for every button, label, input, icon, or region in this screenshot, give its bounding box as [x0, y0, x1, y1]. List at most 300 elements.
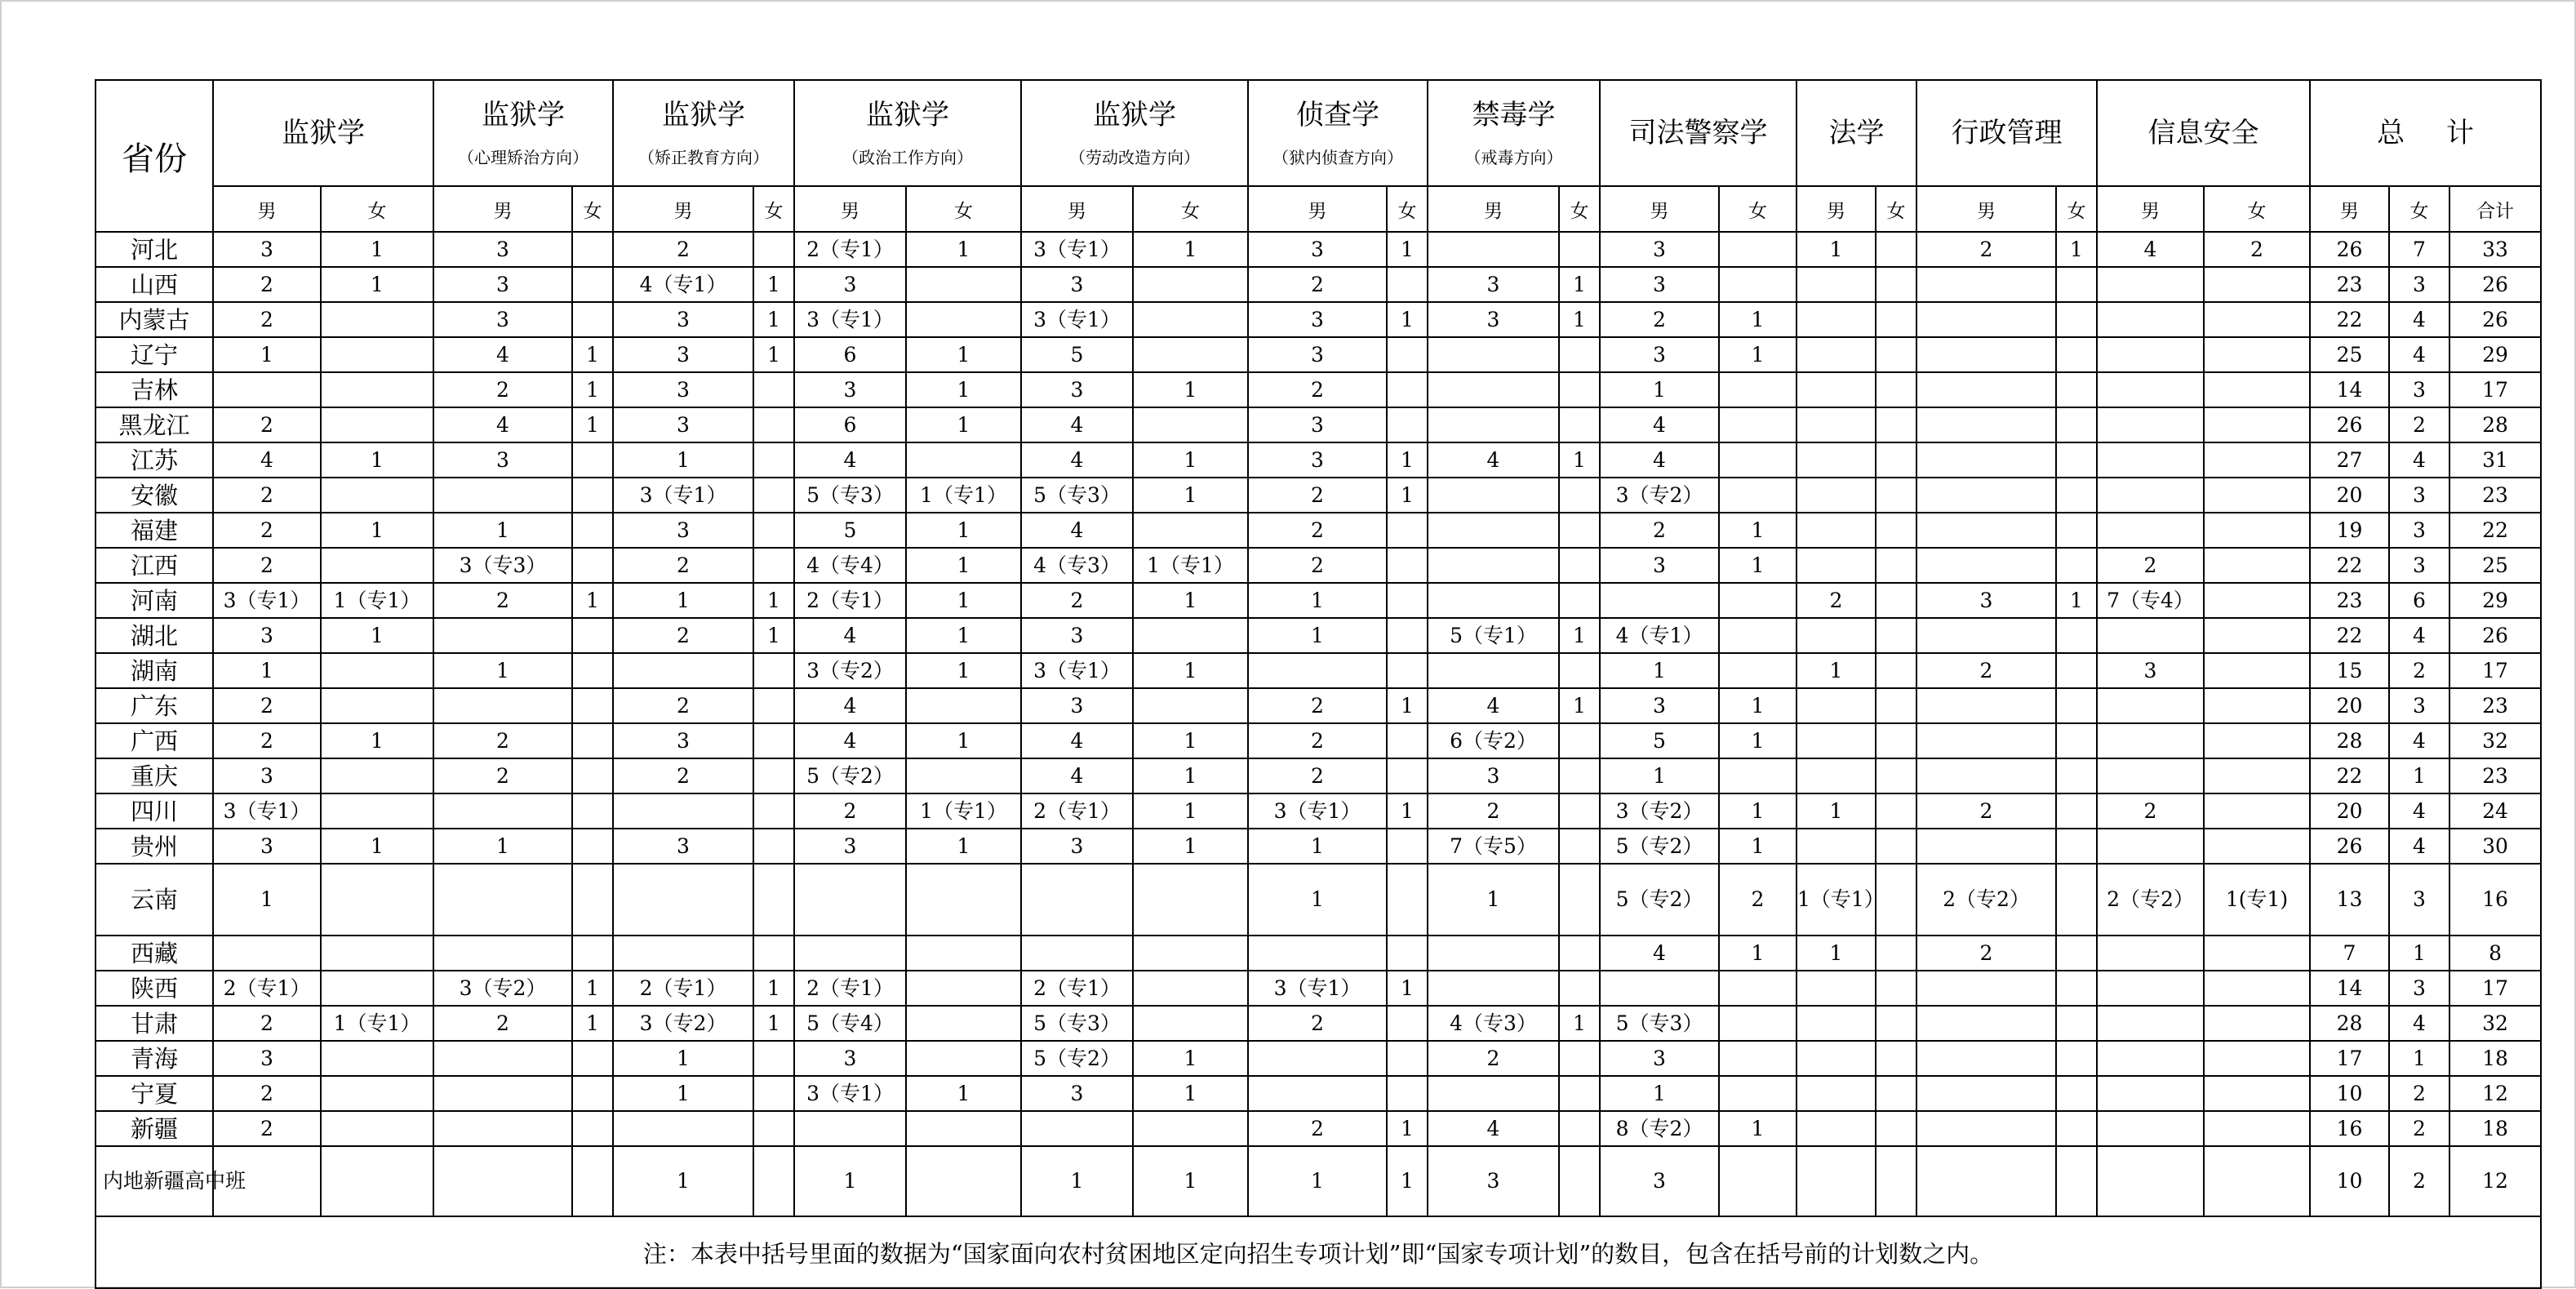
- quota-cell: 1: [1248, 618, 1387, 653]
- quota-cell: 2: [1719, 864, 1797, 936]
- quota-cell: 3（专2）: [613, 1006, 753, 1041]
- quota-cell: [1133, 302, 1248, 337]
- quota-cell: [213, 372, 321, 407]
- quota-cell: 26: [2310, 407, 2389, 442]
- quota-cell: 2: [213, 302, 321, 337]
- quota-cell: [1428, 653, 1559, 688]
- quota-cell: 2: [213, 267, 321, 302]
- quota-cell: [2204, 583, 2310, 618]
- quota-cell: [433, 793, 572, 829]
- quota-cell: [1559, 372, 1600, 407]
- quota-cell: 1: [1133, 478, 1248, 513]
- quota-cell: [1876, 232, 1916, 267]
- quota-cell: 2: [1600, 513, 1719, 548]
- quota-cell: [1876, 829, 1916, 864]
- major-header: 监狱学 （矫正教育方向）: [613, 80, 794, 186]
- quota-cell: [1916, 513, 2056, 548]
- quota-cell: 1: [1133, 442, 1248, 478]
- province-cell: 河北: [95, 232, 213, 267]
- quota-cell: 25: [2310, 337, 2389, 372]
- quota-cell: [2097, 1111, 2204, 1146]
- quota-cell: [1248, 936, 1387, 971]
- quota-cell: [753, 688, 794, 723]
- province-header: 省份: [95, 80, 213, 232]
- gender-header-female: 女: [1559, 186, 1600, 232]
- gender-header-female: 女: [1876, 186, 1916, 232]
- quota-cell: [1719, 618, 1797, 653]
- quota-cell: [906, 302, 1021, 337]
- quota-cell: 1: [613, 1041, 753, 1076]
- quota-cell: 3（专1）: [1248, 793, 1387, 829]
- quota-cell: 3: [1600, 1146, 1719, 1216]
- quota-cell: [1559, 513, 1600, 548]
- quota-cell: 4: [2389, 442, 2449, 478]
- quota-cell: [794, 864, 906, 936]
- quota-cell: 2: [1248, 758, 1387, 793]
- quota-cell: [2204, 407, 2310, 442]
- quota-cell: [1387, 337, 1428, 372]
- quota-cell: [1916, 758, 2056, 793]
- quota-cell: [1797, 302, 1876, 337]
- quota-cell: 2: [1916, 793, 2056, 829]
- quota-cell: [321, 478, 433, 513]
- quota-cell: [1559, 971, 1600, 1006]
- quota-cell: [2204, 442, 2310, 478]
- quota-cell: [2056, 829, 2097, 864]
- province-cell: 内地新疆高中班: [95, 1146, 213, 1216]
- quota-cell: 1: [433, 513, 572, 548]
- quota-cell: 24: [2449, 793, 2541, 829]
- major-header-row: [95, 80, 2541, 186]
- quota-cell: 1: [753, 302, 794, 337]
- quota-cell: [1916, 1111, 2056, 1146]
- quota-cell: [433, 1076, 572, 1111]
- quota-cell: [1916, 337, 2056, 372]
- quota-cell: 2: [1248, 1111, 1387, 1146]
- quota-cell: 3: [1428, 758, 1559, 793]
- quota-cell: [572, 793, 613, 829]
- quota-cell: 3: [213, 232, 321, 267]
- quota-cell: 1: [572, 407, 613, 442]
- quota-cell: 2（专1）: [794, 232, 906, 267]
- quota-cell: 1: [2056, 583, 2097, 618]
- quota-cell: [321, 971, 433, 1006]
- quota-cell: [1797, 971, 1876, 1006]
- quota-cell: 1: [1719, 936, 1797, 971]
- quota-cell: 1: [1559, 442, 1600, 478]
- total-header-sum: 合计: [2449, 186, 2541, 232]
- quota-cell: 2: [213, 723, 321, 758]
- quota-cell: 18: [2449, 1111, 2541, 1146]
- major-header: 法学: [1797, 80, 1916, 186]
- quota-cell: [1387, 758, 1428, 793]
- quota-cell: 2: [2389, 653, 2449, 688]
- quota-cell: 4: [1021, 723, 1133, 758]
- gender-header-female: 女: [2204, 186, 2310, 232]
- quota-cell: [1916, 478, 2056, 513]
- quota-cell: [2204, 653, 2310, 688]
- quota-cell: [753, 372, 794, 407]
- quota-cell: [1719, 971, 1797, 1006]
- quota-cell: 4: [794, 442, 906, 478]
- quota-cell: 3（专1）: [1248, 971, 1387, 1006]
- quota-cell: [1916, 971, 2056, 1006]
- table-row: [95, 688, 2541, 723]
- quota-cell: 3: [1600, 232, 1719, 267]
- province-cell: 青海: [95, 1041, 213, 1076]
- quota-cell: [321, 936, 433, 971]
- quota-cell: [753, 478, 794, 513]
- quota-cell: 18: [2449, 1041, 2541, 1076]
- gender-header-male: 男: [1916, 186, 2056, 232]
- quota-cell: 1: [1387, 232, 1428, 267]
- quota-cell: 1: [753, 337, 794, 372]
- quota-cell: 4: [794, 618, 906, 653]
- quota-cell: [753, 723, 794, 758]
- quota-cell: 3: [1916, 583, 2056, 618]
- quota-cell: [1797, 548, 1876, 583]
- quota-cell: 3: [613, 407, 753, 442]
- province-cell: 甘肃: [95, 1006, 213, 1041]
- quota-cell: [2097, 936, 2204, 971]
- quota-cell: 1: [321, 513, 433, 548]
- quota-cell: 1: [906, 829, 1021, 864]
- quota-cell: 2: [2204, 232, 2310, 267]
- total-header-female: 女: [2389, 186, 2449, 232]
- quota-cell: [1916, 548, 2056, 583]
- quota-cell: 20: [2310, 688, 2389, 723]
- quota-cell: 2: [213, 1006, 321, 1041]
- quota-cell: 1: [753, 971, 794, 1006]
- quota-cell: 1: [1387, 1146, 1428, 1216]
- quota-cell: 1: [613, 442, 753, 478]
- quota-cell: 1: [2389, 758, 2449, 793]
- quota-cell: [753, 1041, 794, 1076]
- quota-cell: [2097, 1006, 2204, 1041]
- quota-cell: [613, 864, 753, 936]
- quota-cell: 2: [213, 548, 321, 583]
- quota-cell: [1797, 1041, 1876, 1076]
- quota-cell: 1: [1719, 793, 1797, 829]
- quota-cell: 23: [2449, 758, 2541, 793]
- quota-cell: 1: [1133, 1146, 1248, 1216]
- quota-cell: 1: [906, 407, 1021, 442]
- quota-cell: 2: [1248, 513, 1387, 548]
- quota-cell: [572, 267, 613, 302]
- table-row: [95, 1146, 2541, 1216]
- quota-cell: 17: [2449, 971, 2541, 1006]
- quota-cell: 5（专2）: [1600, 864, 1719, 936]
- quota-cell: [1876, 618, 1916, 653]
- quota-cell: 1: [906, 372, 1021, 407]
- province-cell: 四川: [95, 793, 213, 829]
- quota-cell: [572, 758, 613, 793]
- quota-cell: 3: [613, 302, 753, 337]
- quota-cell: [2056, 302, 2097, 337]
- quota-cell: 4: [2389, 337, 2449, 372]
- quota-cell: [2056, 1111, 2097, 1146]
- quota-cell: 2: [1916, 232, 2056, 267]
- quota-cell: [1876, 442, 1916, 478]
- quota-cell: 5（专1）: [1428, 618, 1559, 653]
- province-cell: 云南: [95, 864, 213, 936]
- quota-cell: 2: [213, 1076, 321, 1111]
- quota-cell: 1: [613, 1076, 753, 1111]
- gender-header-female: 女: [2056, 186, 2097, 232]
- quota-cell: 3: [213, 1041, 321, 1076]
- quota-cell: 23: [2449, 478, 2541, 513]
- quota-cell: 4: [1600, 936, 1719, 971]
- quota-cell: [1916, 723, 2056, 758]
- province-cell: 广西: [95, 723, 213, 758]
- quota-cell: 1: [1559, 267, 1600, 302]
- quota-cell: [2097, 971, 2204, 1006]
- quota-cell: 1: [1387, 442, 1428, 478]
- quota-cell: [572, 478, 613, 513]
- quota-cell: 5（专2）: [1021, 1041, 1133, 1076]
- quota-cell: 1: [906, 337, 1021, 372]
- quota-cell: 1: [321, 442, 433, 478]
- quota-cell: [2056, 688, 2097, 723]
- quota-cell: 1: [213, 653, 321, 688]
- quota-cell: [1876, 337, 1916, 372]
- quota-cell: 2: [1021, 583, 1133, 618]
- quota-cell: 2: [1428, 1041, 1559, 1076]
- quota-cell: [1428, 372, 1559, 407]
- quota-cell: 2: [2389, 407, 2449, 442]
- quota-cell: 4: [1600, 442, 1719, 478]
- quota-cell: 2（专1）: [1021, 971, 1133, 1006]
- quota-cell: 1: [1248, 1146, 1387, 1216]
- province-cell: 宁夏: [95, 1076, 213, 1111]
- quota-cell: 1: [1387, 793, 1428, 829]
- gender-header-female: 女: [906, 186, 1021, 232]
- quota-cell: [1133, 688, 1248, 723]
- quota-cell: 2: [213, 1111, 321, 1146]
- quota-cell: [2204, 723, 2310, 758]
- quota-cell: [1387, 1041, 1428, 1076]
- quota-cell: 3: [213, 618, 321, 653]
- quota-cell: [2097, 723, 2204, 758]
- quota-cell: 3: [2389, 688, 2449, 723]
- quota-cell: 4: [1428, 1111, 1559, 1146]
- quota-cell: 5: [1021, 337, 1133, 372]
- quota-cell: [1428, 971, 1559, 1006]
- gender-header-male: 男: [2097, 186, 2204, 232]
- quota-cell: [1559, 232, 1600, 267]
- quota-cell: 29: [2449, 583, 2541, 618]
- quota-cell: [572, 688, 613, 723]
- quota-cell: [1387, 548, 1428, 583]
- quota-cell: [1797, 407, 1876, 442]
- quota-cell: [1876, 372, 1916, 407]
- quota-cell: [1387, 583, 1428, 618]
- quota-cell: 3（专1）: [1021, 232, 1133, 267]
- quota-cell: 2: [794, 793, 906, 829]
- quota-cell: 26: [2449, 302, 2541, 337]
- quota-cell: [433, 1111, 572, 1146]
- quota-cell: [1797, 478, 1876, 513]
- quota-cell: 1（专1）: [321, 583, 433, 618]
- quota-cell: [753, 1111, 794, 1146]
- quota-cell: [1876, 407, 1916, 442]
- quota-cell: [1876, 1006, 1916, 1041]
- quota-cell: 1（专1）: [1797, 864, 1876, 936]
- quota-cell: 2: [1916, 653, 2056, 688]
- table-row: [95, 653, 2541, 688]
- quota-cell: 2: [2389, 1111, 2449, 1146]
- quota-cell: 3（专1）: [794, 302, 906, 337]
- total-header-male: 男: [2310, 186, 2389, 232]
- quota-cell: 2（专2）: [2097, 864, 2204, 936]
- quota-cell: 3: [433, 442, 572, 478]
- quota-cell: 4: [1021, 513, 1133, 548]
- quota-cell: [906, 1006, 1021, 1041]
- quota-cell: 5（专3）: [1021, 478, 1133, 513]
- quota-cell: [906, 758, 1021, 793]
- quota-cell: [1916, 442, 2056, 478]
- quota-cell: 1: [1248, 583, 1387, 618]
- quota-cell: 23: [2310, 267, 2389, 302]
- quota-cell: [753, 758, 794, 793]
- table-row: [95, 793, 2541, 829]
- quota-cell: [753, 232, 794, 267]
- quota-cell: [321, 864, 433, 936]
- quota-cell: 2（专1）: [1021, 793, 1133, 829]
- quota-cell: 1: [2389, 936, 2449, 971]
- quota-cell: 1: [1797, 653, 1876, 688]
- quota-cell: [906, 971, 1021, 1006]
- province-cell: 湖北: [95, 618, 213, 653]
- quota-cell: [1797, 829, 1876, 864]
- quota-cell: [2204, 1111, 2310, 1146]
- quota-cell: [1916, 267, 2056, 302]
- quota-cell: 19: [2310, 513, 2389, 548]
- quota-cell: [906, 936, 1021, 971]
- quota-cell: 2: [1248, 478, 1387, 513]
- quota-cell: [1428, 936, 1559, 971]
- major-header: 信息安全: [2097, 80, 2310, 186]
- quota-cell: [2204, 1006, 2310, 1041]
- quota-cell: [2056, 864, 2097, 936]
- gender-header-male: 男: [613, 186, 753, 232]
- quota-cell: 1: [1719, 829, 1797, 864]
- quota-cell: 3: [433, 232, 572, 267]
- quota-cell: 1: [1559, 618, 1600, 653]
- quota-cell: 30: [2449, 829, 2541, 864]
- quota-cell: [2204, 688, 2310, 723]
- quota-cell: [1133, 407, 1248, 442]
- quota-cell: [2204, 478, 2310, 513]
- quota-cell: [321, 1041, 433, 1076]
- quota-cell: [572, 618, 613, 653]
- quota-cell: 22: [2310, 302, 2389, 337]
- quota-cell: 1: [1719, 548, 1797, 583]
- quota-cell: 3: [1021, 372, 1133, 407]
- quota-cell: 3: [1248, 302, 1387, 337]
- table-row: [95, 583, 2541, 618]
- quota-cell: [1387, 372, 1428, 407]
- quota-cell: 26: [2310, 232, 2389, 267]
- province-cell: 西藏: [95, 936, 213, 971]
- quota-cell: 4: [794, 688, 906, 723]
- quota-cell: 3: [794, 372, 906, 407]
- quota-cell: [2056, 758, 2097, 793]
- quota-cell: [433, 478, 572, 513]
- table-row: [95, 1076, 2541, 1111]
- quota-cell: 3（专2）: [1600, 478, 1719, 513]
- quota-cell: [1387, 864, 1428, 936]
- gender-header-male: 男: [1600, 186, 1719, 232]
- quota-cell: [1719, 583, 1797, 618]
- quota-cell: 1(专1): [2204, 864, 2310, 936]
- quota-cell: [753, 1076, 794, 1111]
- quota-cell: 1: [1797, 936, 1876, 971]
- province-cell: 陕西: [95, 971, 213, 1006]
- table-row: [95, 372, 2541, 407]
- quota-cell: 10: [2310, 1146, 2389, 1216]
- quota-cell: 1（专1）: [906, 478, 1021, 513]
- quota-cell: 3: [1428, 302, 1559, 337]
- quota-cell: 4: [1428, 442, 1559, 478]
- quota-cell: 3: [213, 829, 321, 864]
- quota-cell: 8: [2449, 936, 2541, 971]
- quota-cell: 4: [2389, 1006, 2449, 1041]
- quota-cell: [1876, 1041, 1916, 1076]
- quota-cell: [1797, 1111, 1876, 1146]
- quota-cell: 2: [433, 1006, 572, 1041]
- quota-cell: 1: [753, 618, 794, 653]
- quota-cell: [1133, 1006, 1248, 1041]
- quota-cell: [794, 1111, 906, 1146]
- quota-cell: [572, 1146, 613, 1216]
- quota-cell: 1: [1133, 758, 1248, 793]
- quota-cell: 4: [794, 723, 906, 758]
- quota-cell: 3: [1600, 267, 1719, 302]
- table-row: [95, 442, 2541, 478]
- quota-cell: [2204, 548, 2310, 583]
- quota-cell: 3: [433, 302, 572, 337]
- quota-cell: 26: [2310, 829, 2389, 864]
- quota-cell: [1916, 829, 2056, 864]
- quota-cell: [1559, 1041, 1600, 1076]
- quota-cell: 1: [1387, 478, 1428, 513]
- quota-cell: [1133, 513, 1248, 548]
- quota-cell: [1248, 653, 1387, 688]
- quota-cell: 2（专2）: [1916, 864, 2056, 936]
- quota-cell: [2056, 267, 2097, 302]
- quota-cell: 7: [2310, 936, 2389, 971]
- quota-cell: 3: [794, 267, 906, 302]
- quota-cell: 6（专2）: [1428, 723, 1559, 758]
- quota-cell: [213, 936, 321, 971]
- quota-cell: 20: [2310, 478, 2389, 513]
- quota-cell: 2: [613, 758, 753, 793]
- quota-cell: [1719, 1076, 1797, 1111]
- table-row: [95, 829, 2541, 864]
- quota-cell: 4: [1428, 688, 1559, 723]
- quota-cell: [1719, 407, 1797, 442]
- quota-cell: [1876, 793, 1916, 829]
- gender-header-male: 男: [1797, 186, 1876, 232]
- quota-cell: [906, 1041, 1021, 1076]
- quota-cell: [433, 936, 572, 971]
- quota-cell: 3（专2）: [433, 971, 572, 1006]
- quota-cell: [1719, 372, 1797, 407]
- gender-header-male: 男: [1021, 186, 1133, 232]
- quota-cell: [794, 936, 906, 971]
- table-row: [95, 478, 2541, 513]
